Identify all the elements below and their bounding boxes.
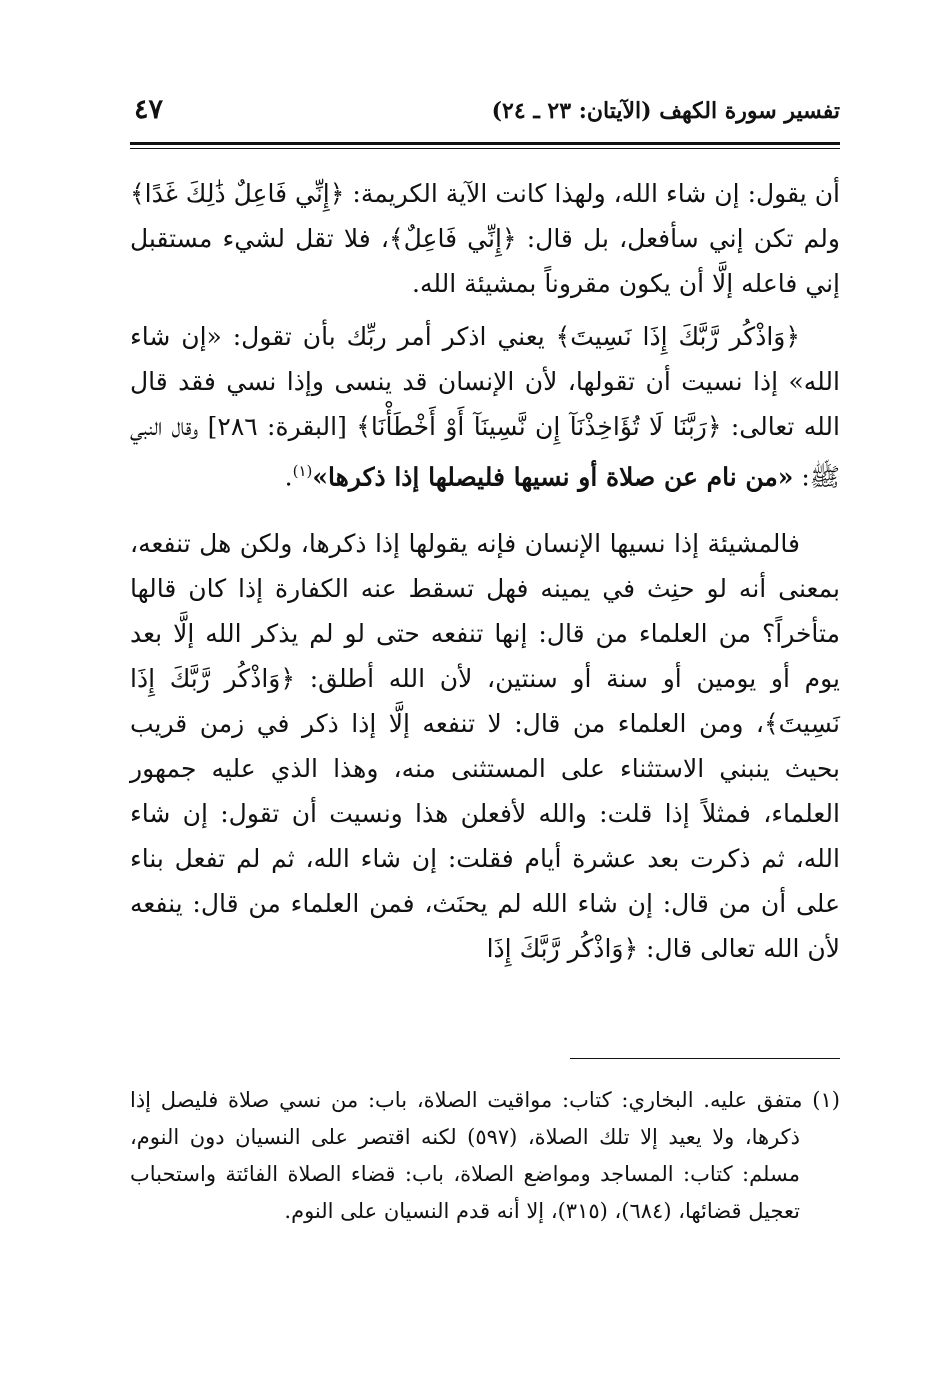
main-text: [130, 171, 840, 971]
paragraph-3: فالمشيئة إذا نسيها الإنسان فإنه يقولها إذا ذكرها، ولكن هل تنفعه، بمعنى أنه لو حنِث في يمينه فهل تسقط عنه الكفارة إذا كان قالها متأخراً؟ من العلماء من قال: إنها تنفعه حتى لو لم يذكر الله إلَّا بعد يوم أو يومين أو سنة أو سنتين، لأن الله أطلق: ﴿وَاذْكُر رَّبَّكَ إِذَا نَسِيتَ﴾، ومن العلماء من قال: لا تنفعه إلَّا إذا ذكر في زمن قريب بحيث ينبني الاستثناء على المستثنى منه، وهذا الذي عليه جمهور العلماء، فمثلاً إذا قلت: والله لأفعلن هذا ونسيت أن تقول: إن شاء الله، ثم ذكرت بعد عشرة أيام فقلت: إن شاء الله، ثم لم تفعل بناء على أن من قال: إن شاء الله لم يحنَث، فمن العلماء من قال: ينفعه لأن الله تعالى قال: ﴿وَاذْكُر رَّبَّكَ إِذَا: [130, 529, 840, 964]
footnotes: [130, 1082, 840, 1230]
header-rule: [130, 142, 840, 149]
paragraph-2-text: ﴿وَاذْكُر رَّبَّكَ إِذَا نَسِيتَ﴾ يعني اذكر أمر ربِّك بأن تقول: «إن شاء الله» إذا نسيت أن تقولها، لأن الإنسان قد ينسى وإذا نسي فقد قال الله تعالى: ﴿رَبَّنَا لَا تُؤَاخِذْنَآ إِن نَّسِينَآ أَوْ أَخْطَأْنَا﴾ [البقرة: ٢٨٦] وقال النبي ﷺ:: [130, 322, 840, 492]
footnote-rule: [570, 1058, 840, 1059]
paragraph-2: [130, 314, 840, 499]
footnote-1: (١) متفق عليه. البخاري: كتاب: مواقيت الصلاة، باب: من نسي صلاة فليصل إذا ذكرها، ولا يعيد إلا تلك الصلاة، (٥٩٧) لكنه اقتصر على النسيان دون النوم، مسلم: كتاب: المساجد ومواضع الصلاة، باب: قضاء الصلاة الفائتة واستحباب تعجيل قضائها، (٦٨٤)، (٣١٥)، إلا أنه قدم النسيان على النوم.: [130, 1088, 840, 1223]
page-number: ٤٧: [134, 94, 164, 125]
paragraph-2-end: .: [284, 462, 293, 492]
running-header: [130, 92, 840, 132]
header-title: تفسير سورة الكهف (الآيتان: ٢٣ ـ ٢٤): [491, 98, 840, 124]
paragraph-1: أن يقول: إن شاء الله، ولهذا كانت الآية الكريمة: ﴿إِنِّي فَاعِلٌ ذَٰلِكَ غَدًا﴾ ولم تكن إني سأفعل، بل قال: ﴿إِنِّي فَاعِلٌ﴾، فلا تقل لشيء مستقبل إني فاعله إلَّا أن يكون مقروناً بمشيئة الله.: [130, 179, 840, 298]
hadith-quote: «من نام عن صلاة أو نسيها فليصلها إذا ذكرها»: [312, 462, 794, 492]
book-page: [130, 92, 840, 1362]
footnote-ref[interactable]: (١): [292, 462, 313, 480]
